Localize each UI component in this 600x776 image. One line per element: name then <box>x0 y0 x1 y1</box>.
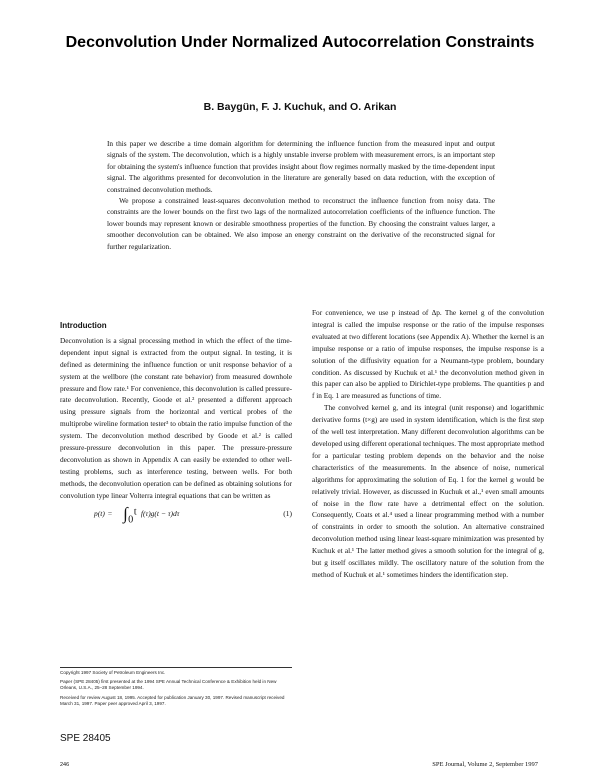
paper-title: Deconvolution Under Normalized Autocorrelation Constraints <box>65 34 535 51</box>
spe-paper-number: SPE 28405 <box>60 733 111 744</box>
left-column <box>60 320 292 530</box>
footnote-divider <box>60 667 292 668</box>
page-number: 246 <box>60 762 70 768</box>
body-paragraph: The convolved kernel g, and its integral (unit response) and logarithmic derivative forms (t×g) are used in system identification, which is the first step of the well test interpretation. Many different deconvolution algorithms can be developed using different operational techniques. The most appropriate method for a particular testing problem depends on the behavior and the noise characteristics of the measurements. In the absence of noise, numerical algorithms for approximating the solution of Eq. 1 for the kernel g would be relatively trivial. However, as discussed in Kuchuk et al.,¹ even small amounts of noise in the flow rate have a detrimental effect on the solution. Consequently, Coats et al.⁴ used a linear programming method with a number of constraints in order to smooth the solution. An alternative constrained deconvolution method using linear least-square minimization was presented by Kuchuk et al.¹ The latter method gives a smooth solution for the integral of g, but g itself oscillates mildly. The oscillatory nature of the solution from the method of Kuchuk et al.¹ sometimes hinders the identification step. <box>312 403 544 579</box>
copyright-note: Copyright 1997 Society of Petroleum Engineers Inc. <box>60 670 166 675</box>
right-column <box>312 307 544 581</box>
journal-citation: SPE Journal, Volume 2, September 1997 <box>432 761 538 768</box>
equation-body <box>94 503 180 523</box>
equation-1 <box>60 503 292 523</box>
integral-sign: ∫₀ᵗ <box>123 503 137 523</box>
paper-authors: B. Baygün, F. J. Kuchuk, and O. Arikan <box>203 101 397 113</box>
equation-lhs: p(t) <box>94 508 105 518</box>
equation-integrand: f(τ)g(t − τ)dτ <box>140 508 180 518</box>
abstract <box>107 138 495 252</box>
section-heading-introduction: Introduction <box>60 321 107 330</box>
footnotes <box>60 670 292 710</box>
abstract-paragraph: In this paper we describe a time domain algorithm for determining the influence function from the measured input and output signals of the system. The deconvolution, which is a highly unstable inverse problem with measurement errors, is an important step for obtaining the system's influence function that provides insight about flow regimes normally masked by the time-dependent input signal. The algorithms presented for deconvolution in the literature are generally based on data reduction, with the exception of constrained deconvolution methods. <box>107 139 495 194</box>
body-paragraph: For convenience, we use p instead of Δp. The kernel g of the convolution integral is called the impulse response or the ratio of the impulse responses evaluated at two different locations (see Appendix A). Whether the kernel is an impulse response or a ratio of impulse responses, the impulse response is a solution of the diffusivity equation for a Neumann-type problem, boundary condition. As discussed by Kuchuk et al.¹ the deconvolution method given in this paper can also be applied to Dirichlet-type problems. The quantities p and f in Eq. 1 are measured as functions of time. <box>312 308 544 401</box>
review-dates-note: Received for review August 18, 1995. Accepted for publication January 30, 1997. Revised manuscript received March 31, 1997. Paper peer approved April 3, 1997. <box>60 694 285 706</box>
equation-number: (1) <box>283 508 292 518</box>
original-presentation-note: Paper (SPE 28405) first presented at the 1994 SPE Annual Technical Conference & Exhibition held in New Orleans, U.S.A., 25–28 September 1994. <box>60 679 277 691</box>
equals-sign: = <box>107 508 113 518</box>
abstract-paragraph: We propose a constrained least-squares deconvolution method to reconstruct the influence function from noisy data. The constraints are the lower bounds on the first two lags of the normalized autocorrelation coefficients of the influence function. The lower bounds may represent known or desirable smoothness properties of the function. By choosing the constraint values larger, a smoother deconvolution can be obtained. We also impose an energy constraint on the derivative of the reconstructed signal for further regularization. <box>107 196 495 251</box>
introduction-paragraph: Deconvolution is a signal processing method in which the effect of the time-dependent input signal is extracted from the output signal. In testing, it is defined as determining the influence function or unit response behavior of a system at the wellbore (the constant rate behavior) from measured downhole pressure and flow rate.¹ For convenience, this deconvolution is called pressure-rate deconvolution. Recently, Goode et al.² presented a different approach using pressure signals from the horizontal and vertical probes of the multiprobe wireline formation tester³ to obtain the ratio impulse function of the system. The deconvolution method described by Goode et al.² is called pressure-pressure deconvolution in this paper. The pressure-pressure deconvolution as shown in Appendix A can easily be extended to other well-testing problems, such as interference testing, between wells. For both methods, the deconvolution operation can be defined as obtaining solutions for convolution type linear Volterra integral equations that can be written as <box>60 335 292 500</box>
